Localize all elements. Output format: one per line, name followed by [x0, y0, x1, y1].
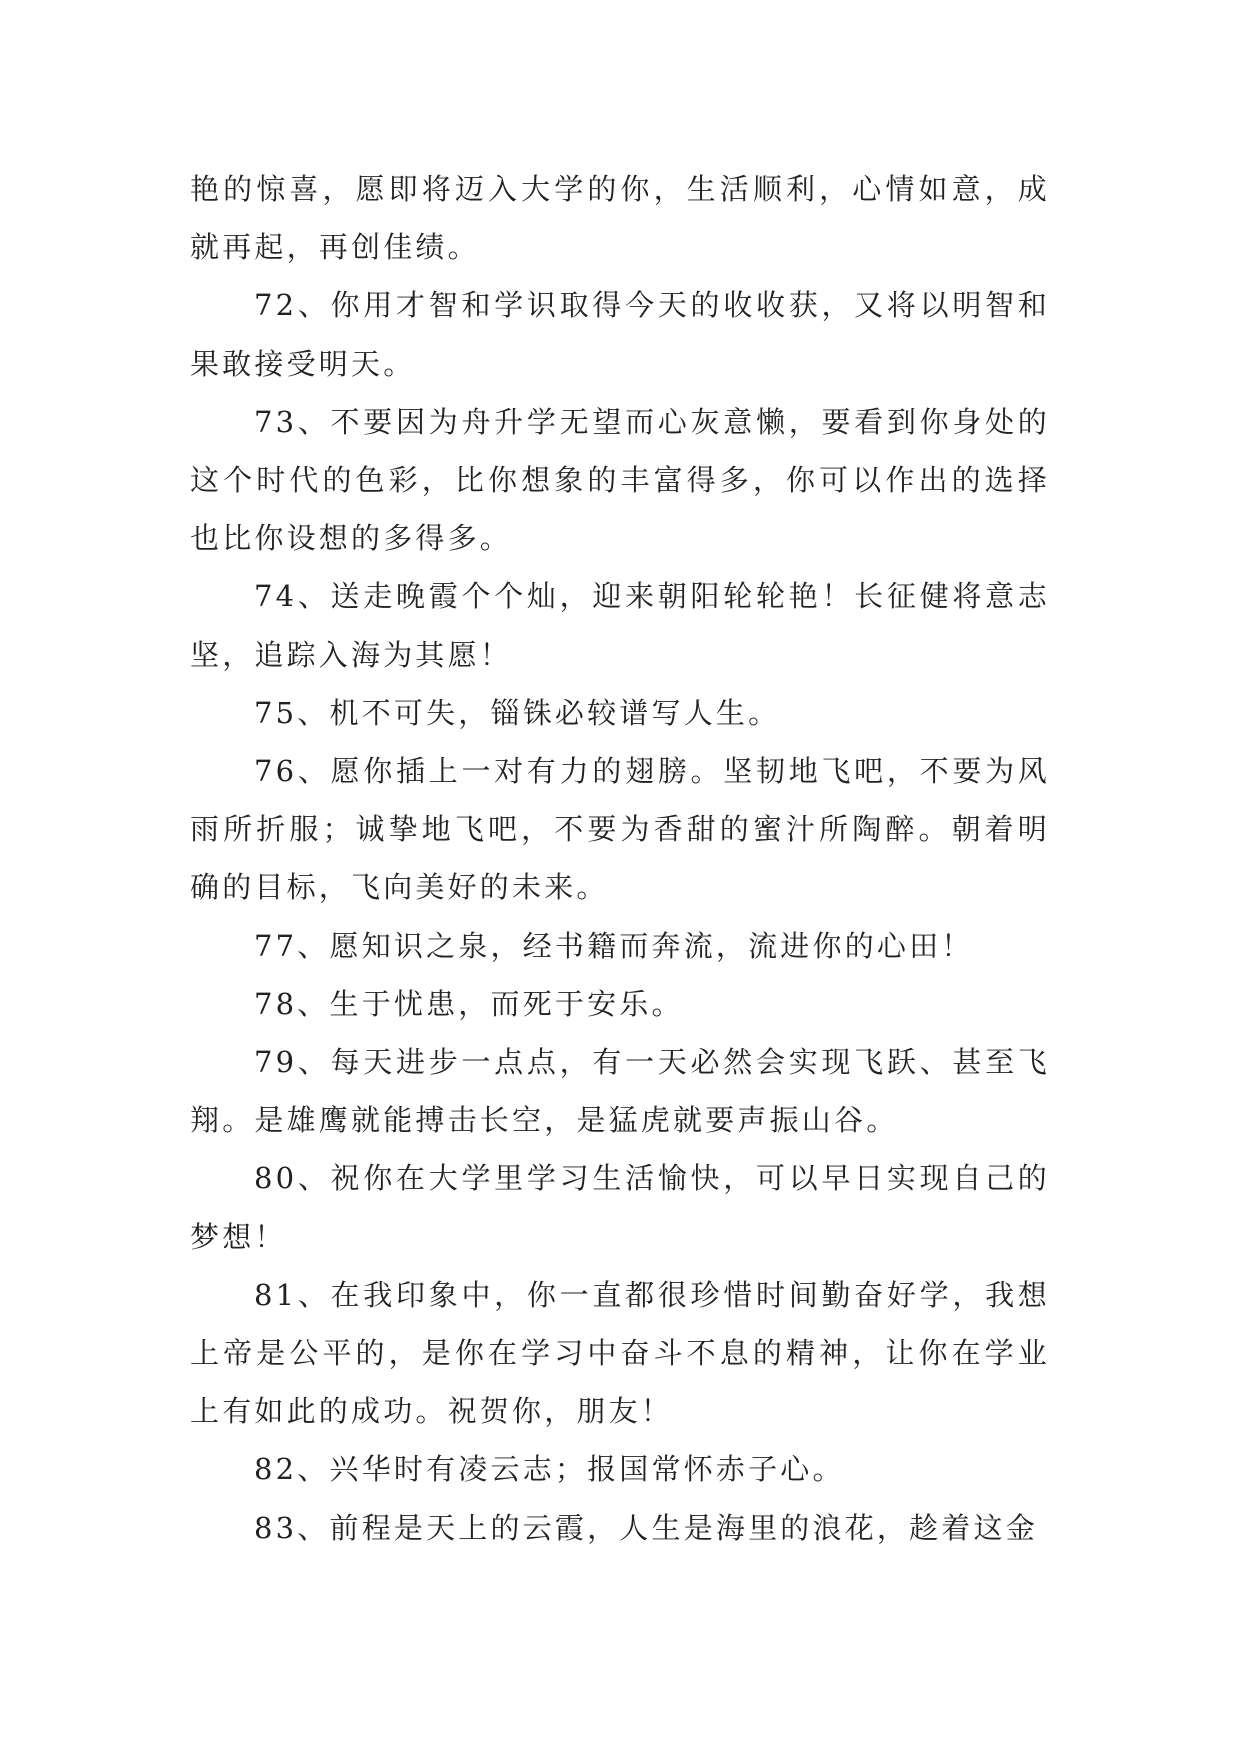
paragraph-79: 79、每天进步一点点，有一天必然会实现飞跃、甚至飞翔。是雄鹰就能搏击长空，是猛虎就要声振山谷。	[190, 1045, 1050, 1138]
paragraph-76: 76、愿你插上一对有力的翅膀。坚韧地飞吧，不要为风雨所折服；诚挚地飞吧，不要为香甜的蜜汁所陶醉。朝着明确的目标，飞向美好的未来。	[190, 754, 1050, 905]
paragraph-75: 75、机不可失，锱铢必较谱写人生。	[254, 695, 781, 730]
paragraph-82: 82、兴华时有凌云志；报国常怀赤子心。	[254, 1452, 845, 1487]
paragraph-81: 81、在我印象中，你一直都很珍惜时间勤奋好学，我想上帝是公平的，是你在学习中奋斗不息的精神，让你在学业上有如此的成功。祝贺你，朋友！	[190, 1277, 1050, 1429]
paragraph-80: 80、祝你在大学里学习生活愉快，可以早日实现自己的梦想！	[190, 1161, 1050, 1254]
paragraph-continued: 艳的惊喜，愿即将迈入大学的你，生活顺利，心情如意，成就再起，再创佳绩。	[190, 172, 1050, 265]
paragraph-78: 78、生于忧患，而死于安乐。	[254, 986, 684, 1021]
document-body	[190, 160, 1050, 1557]
paragraph-74: 74、送走晚霞个个灿，迎来朝阳轮轮艳！长征健将意志坚，追踪入海为其愿！	[190, 579, 1050, 672]
paragraph-72: 72、你用才智和学识取得今天的收收获，又将以明智和果敢接受明天。	[190, 288, 1050, 381]
paragraph-77: 77、愿知识之泉，经书籍而奔流，流进你的心田！	[254, 928, 974, 963]
paragraph-83: 83、前程是天上的云霞，人生是海里的浪花，趁着这金	[254, 1510, 1038, 1545]
paragraph-73: 73、不要因为舟升学无望而心灰意懒，要看到你身处的这个时代的色彩，比你想象的丰富得多，你可以作出的选择也比你设想的多得多。	[190, 404, 1050, 556]
